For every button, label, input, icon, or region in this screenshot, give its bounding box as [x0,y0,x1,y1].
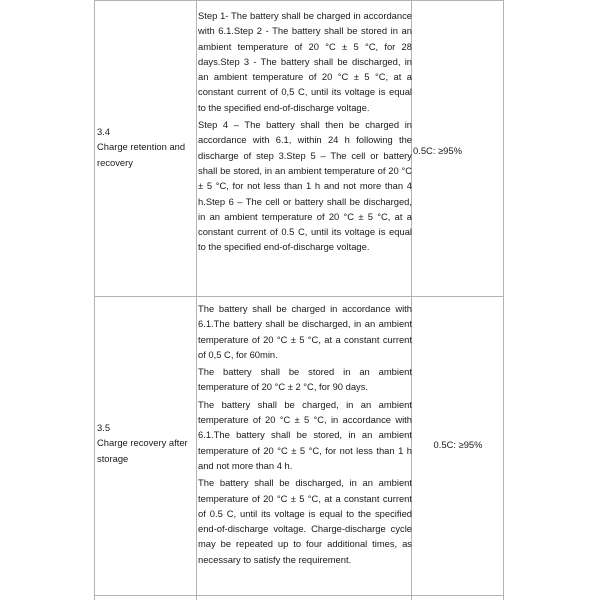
procedure-paragraph: Step 1- The battery shall be charged in accordance with 6.1.Step 2 - The battery shall be stored in an ambient temperature of 20 °C ± 5 °C, for 28 days.Step 3 - The battery shall be discharged, in an ambient temperature of 20 °C ± 5 °C, at a constant current of 0,5 C, until its voltage is equal to the specified end-of-discharge voltage. [198,10,412,113]
procedure-paragraph: The battery shall be charged in accordance with 6.1.The battery shall be discharged, in an ambient temperature of 20 °C ± 5 °C, at a constant current of 0,5 C, for 60min. [198,303,412,360]
requirement-value: 0.5C: ≥95% [413,145,462,156]
table-row-clause [97,124,197,170]
table-border-right [503,0,504,600]
table-row-procedure [198,8,412,255]
clause-title: Charge retention and recovery [97,141,186,168]
clause-title: Charge recovery after storage [97,437,188,464]
clause-number: 3.5 [97,422,111,433]
table-row-procedure [198,301,412,567]
procedure-paragraph: Step 4 – The battery shall then be charged in accordance with 6.1, within 24 h following the discharge of step 3.Step 5 – The cell or battery shall be stored, in an ambient temperature of 20 °C ± 5 °C, for not less than 1 h and not more than 4 h.Step 6 – The cell or battery shall be discharged, in an ambient temperature of 20 °C ± 5 °C, at a constant current of 0.5 C, until its voltage is equal to the specified end-of-discharge voltage. [198,119,412,253]
clause-number: 3.4 [97,126,111,137]
procedure-paragraph: The battery shall be stored in an ambient temperature of 20 °C ± 2 °C, for 90 days. [198,366,412,393]
row-divider-middle [94,296,504,297]
requirement-value: 0.5C: ≥95% [433,439,483,450]
table-row-clause [97,420,197,466]
row-divider-top [94,0,504,1]
table-divider-1 [196,0,197,600]
table-border-left [94,0,95,600]
procedure-paragraph: The battery shall be discharged, in an ambient temperature of 20 °C ± 5 °C, at a constant current of 0.5 C, until its voltage is equal to the specified end-of-discharge voltage. Charge-discharge cycle may be repeated up to four additional times, as necessary to satisfy the requirement. [198,477,412,565]
row-divider-bottom [94,595,504,596]
procedure-paragraph: The battery shall be charged, in an ambient temperature of 20 °C ± 5 °C, in accordance with 6.1.The battery shall be stored, in an ambient temperature of 20 °C ± 5 °C, for not less than 1 h and not more than 4 h. [198,398,412,471]
